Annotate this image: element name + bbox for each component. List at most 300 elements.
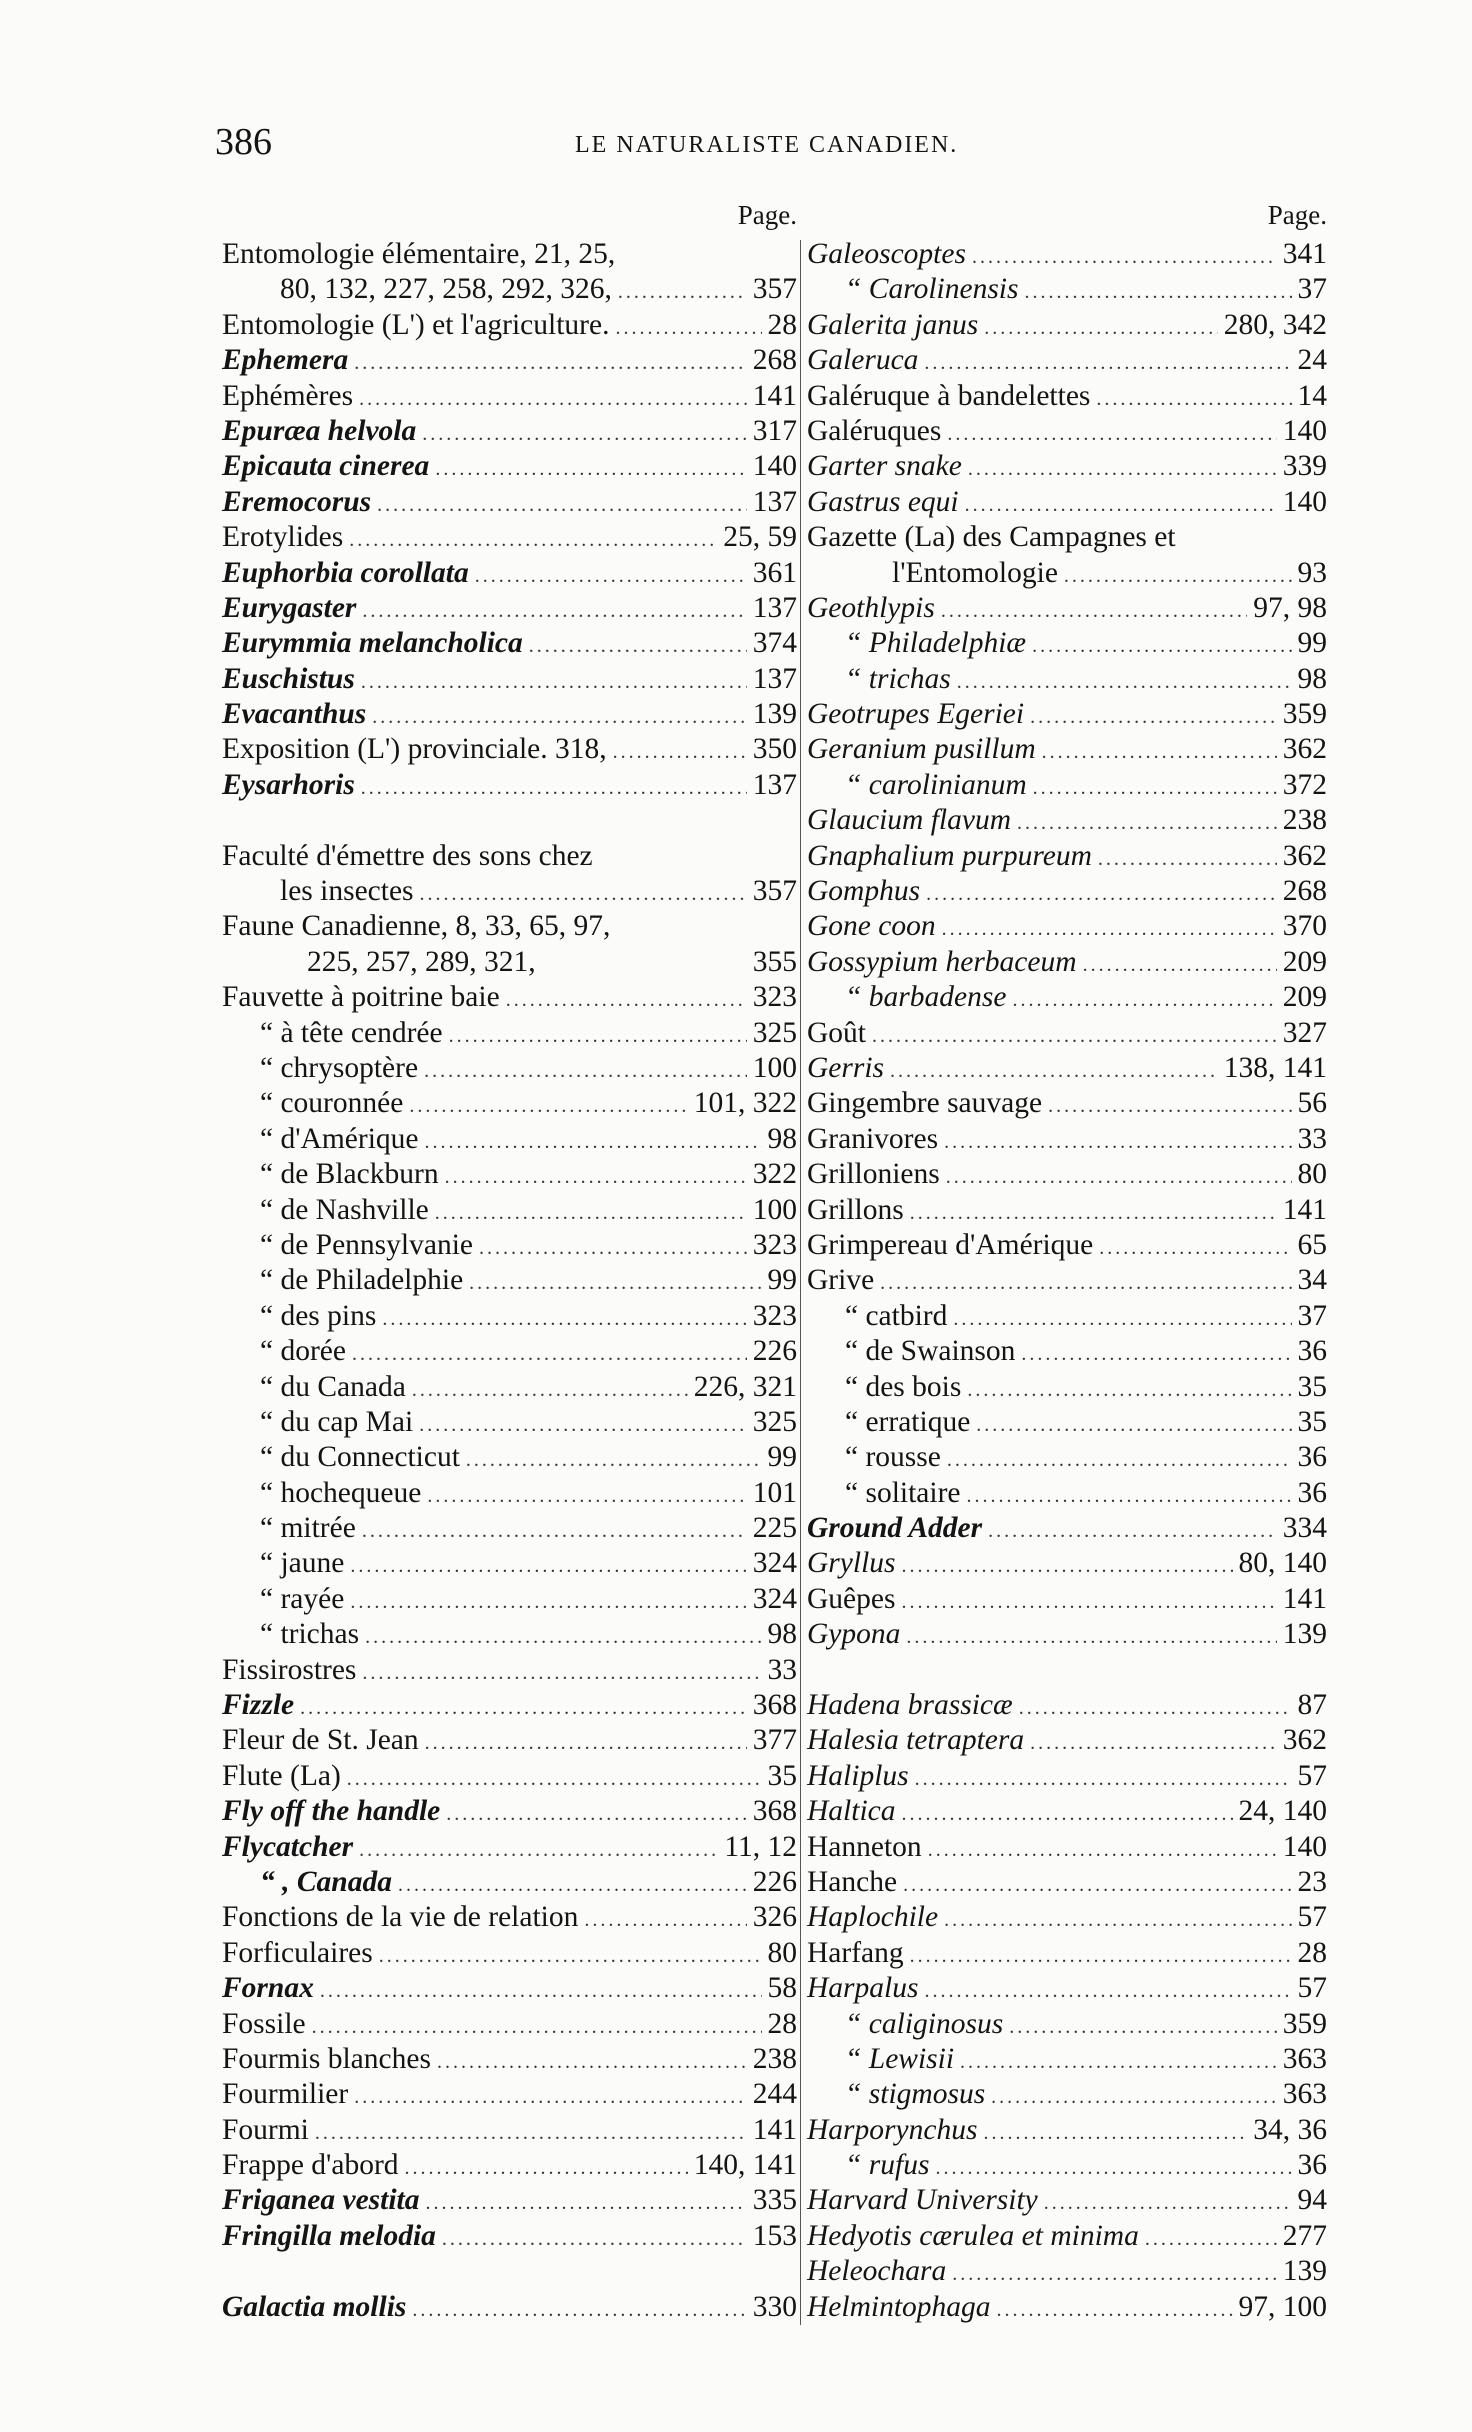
index-entry xyxy=(222,1335,797,1370)
page-reference: 23 xyxy=(1297,1865,1327,1898)
index-term: Fauvette à poitrine baie xyxy=(222,981,500,1014)
dot-leader xyxy=(362,1520,747,1543)
index-term: Gingembre sauvage xyxy=(807,1087,1043,1120)
dot-leader xyxy=(1019,1697,1292,1720)
dot-leader xyxy=(300,1697,747,1720)
index-entry xyxy=(222,1972,797,2007)
index-term: Gomphus xyxy=(807,875,921,908)
index-term: Harfang xyxy=(807,1936,904,1969)
index-entry xyxy=(807,627,1327,662)
index-term: Euschistus xyxy=(222,662,355,695)
index-entry xyxy=(222,1795,797,1830)
index-term: “ dorée xyxy=(260,1335,346,1368)
index-entry xyxy=(807,238,1327,273)
page-reference: 56 xyxy=(1297,1087,1327,1120)
dot-leader xyxy=(466,1449,762,1472)
index-term: “ solitaire xyxy=(845,1476,961,1509)
page-reference: 36 xyxy=(1297,1335,1327,1368)
dot-leader xyxy=(312,2016,762,2039)
index-entry xyxy=(807,1618,1327,1653)
dot-leader xyxy=(347,1768,762,1791)
page-reference: 137 xyxy=(752,591,797,624)
index-entry xyxy=(222,1158,797,1193)
dot-leader xyxy=(1025,281,1292,304)
dot-leader xyxy=(935,2157,1291,2180)
index-term: Fissirostres xyxy=(222,1653,357,1686)
index-term: Fourmilier xyxy=(222,2078,349,2111)
page-reference: 33 xyxy=(1297,1122,1327,1155)
dot-leader xyxy=(947,1449,1292,1472)
index-entry xyxy=(222,627,797,662)
dot-leader xyxy=(350,1555,746,1578)
index-term: Grimpereau d'Amérique xyxy=(807,1228,1094,1261)
index-term: Ground Adder xyxy=(807,1512,983,1545)
page-reference: 377 xyxy=(752,1724,797,1757)
index-entry xyxy=(807,1300,1327,1335)
dot-leader xyxy=(618,281,747,304)
index-term: Grive xyxy=(807,1264,875,1297)
index-term: “ erratique xyxy=(845,1405,971,1438)
dot-leader xyxy=(997,2299,1233,2322)
page-reference: 98 xyxy=(767,1122,797,1155)
index-term: “ Carolinensis xyxy=(845,273,1019,306)
index-entry xyxy=(222,1017,797,1052)
page-reference: 244 xyxy=(752,2078,797,2111)
index-entry xyxy=(222,910,797,945)
index-term: “ hochequeue xyxy=(260,1476,422,1509)
index-term: “ chrysoptère xyxy=(260,1051,419,1084)
dot-leader xyxy=(953,1308,1291,1331)
index-term: Fornax xyxy=(222,1972,314,2005)
page-reference: 335 xyxy=(752,2184,797,2217)
page-reference: 34 xyxy=(1297,1264,1327,1297)
index-term: Entomologie élémentaire, 21, 25, xyxy=(222,238,616,270)
index-entry xyxy=(807,1724,1327,1759)
index-entry xyxy=(807,1264,1327,1299)
dot-leader xyxy=(944,1131,1291,1154)
page-reference: 97, 98 xyxy=(1253,591,1327,624)
dot-leader xyxy=(991,2086,1277,2109)
index-entry xyxy=(807,1335,1327,1370)
page-reference: 80 xyxy=(1297,1158,1327,1191)
page-reference: 268 xyxy=(1282,875,1327,908)
index-term: “ trichas xyxy=(845,662,951,695)
index-entry xyxy=(222,2255,797,2290)
page-reference: 226 xyxy=(752,1865,797,1898)
index-entry xyxy=(807,981,1327,1016)
dot-leader xyxy=(901,1591,1276,1614)
index-entry xyxy=(807,1937,1327,1972)
index-entry xyxy=(807,2114,1327,2149)
index-entry xyxy=(807,2184,1327,2219)
page-reference: 25, 59 xyxy=(723,521,797,554)
dot-leader xyxy=(1012,989,1276,1012)
column-divider xyxy=(800,240,801,2325)
dot-leader xyxy=(435,458,746,481)
index-term: Erotylides xyxy=(222,521,344,554)
index-entry xyxy=(807,557,1327,592)
dot-leader xyxy=(362,600,746,623)
page-reference: 141 xyxy=(1282,1582,1327,1615)
page-reference: 226, 321 xyxy=(693,1370,797,1403)
index-term: Hedyotis cærulea et minima xyxy=(807,2219,1139,2252)
index-term: “ des pins xyxy=(260,1299,377,1332)
index-term: Helmintophaga xyxy=(807,2290,991,2323)
index-term: Haplochile xyxy=(807,1901,939,1934)
index-term: Eurymmia melancholica xyxy=(222,627,523,660)
dot-leader xyxy=(976,1414,1291,1437)
dot-leader xyxy=(1032,635,1291,658)
index-term: “ carolinianum xyxy=(845,768,1027,801)
page-reference: 326 xyxy=(752,1901,797,1934)
index-entry xyxy=(222,840,797,875)
page-reference: 140, 141 xyxy=(693,2149,797,2182)
page-reference: 341 xyxy=(1282,238,1327,270)
page-reference: 323 xyxy=(752,1299,797,1332)
page-reference: 139 xyxy=(752,698,797,731)
index-entry xyxy=(222,521,797,556)
dot-leader xyxy=(315,2122,747,2145)
index-entry xyxy=(807,1972,1327,2007)
index-entry xyxy=(807,2149,1327,2184)
page-reference: 37 xyxy=(1297,273,1327,306)
page-reference: 226 xyxy=(752,1335,797,1368)
dot-leader xyxy=(983,2122,1247,2145)
dot-leader xyxy=(967,1485,1292,1508)
page-reference: 324 xyxy=(752,1547,797,1580)
index-entry xyxy=(807,804,1327,839)
page-reference: 98 xyxy=(1297,662,1327,695)
page-reference: 368 xyxy=(752,1689,797,1722)
index-term: Ephemera xyxy=(222,344,349,377)
index-entry xyxy=(807,344,1327,379)
dot-leader xyxy=(944,1909,1291,1932)
index-entry xyxy=(807,2291,1327,2326)
index-entry xyxy=(222,1477,797,1512)
index-term: Fleur de St. Jean xyxy=(222,1724,419,1757)
index-term: Geranium pusillum xyxy=(807,733,1036,766)
dot-leader xyxy=(1044,2192,1292,2215)
index-entry xyxy=(807,1052,1327,1087)
dot-leader xyxy=(424,1060,747,1083)
dot-leader xyxy=(442,2228,747,2251)
dot-leader xyxy=(1145,2228,1277,2251)
page-reference: 24, 140 xyxy=(1238,1795,1327,1828)
dot-leader xyxy=(1099,1237,1291,1260)
page-reference: 370 xyxy=(1282,910,1327,943)
page-reference: 57 xyxy=(1297,1901,1327,1934)
page-reference: 209 xyxy=(1282,981,1327,1014)
index-entry xyxy=(807,1229,1327,1264)
index-entry xyxy=(222,804,797,839)
page-reference: 350 xyxy=(752,733,797,766)
page-reference: 101 xyxy=(752,1476,797,1509)
index-term: Entomologie (L') et l'agriculture. xyxy=(222,308,610,341)
index-entry xyxy=(807,1547,1327,1582)
index-entry xyxy=(807,698,1327,733)
index-term: Galéruques xyxy=(807,414,942,447)
index-entry xyxy=(222,557,797,592)
index-term: “ stigmosus xyxy=(845,2078,986,2111)
dot-leader xyxy=(420,883,747,906)
dot-leader xyxy=(361,777,747,800)
page-reference: 35 xyxy=(767,1759,797,1792)
index-term: Faune Canadienne, 8, 33, 65, 97, xyxy=(222,910,611,943)
index-entry xyxy=(807,1477,1327,1512)
index-entry xyxy=(222,875,797,910)
index-entry xyxy=(807,2220,1327,2255)
dot-leader xyxy=(906,1626,1276,1649)
page-reference: 33 xyxy=(767,1653,797,1686)
index-entry xyxy=(807,663,1327,698)
dot-leader xyxy=(902,1803,1233,1826)
index-term: “ mitrée xyxy=(260,1512,356,1545)
index-entry xyxy=(222,1654,797,1689)
page-reference: 141 xyxy=(752,379,797,412)
page-reference: 140 xyxy=(1282,1830,1327,1863)
dot-leader xyxy=(412,2299,746,2322)
page-reference: 137 xyxy=(752,662,797,695)
index-term: Fizzle xyxy=(222,1689,295,1722)
page-column-label: Page. xyxy=(737,200,797,230)
index-entry xyxy=(222,2184,797,2219)
dot-leader xyxy=(379,1945,762,1968)
dot-leader xyxy=(1033,777,1277,800)
dot-leader xyxy=(409,1095,687,1118)
page-reference: 99 xyxy=(767,1441,797,1474)
index-entry xyxy=(222,2114,797,2149)
index-entry xyxy=(222,733,797,768)
index-entry xyxy=(807,450,1327,485)
index-entry xyxy=(807,1087,1327,1122)
index-term: Grilloniens xyxy=(807,1158,940,1191)
page-reference: 28 xyxy=(767,308,797,341)
index-term: “ de Pennsylvanie xyxy=(260,1228,473,1261)
index-term: 80, 132, 227, 258, 292, 326, xyxy=(280,273,612,306)
index-term: “ du Canada xyxy=(260,1370,406,1403)
index-term: Eurygaster xyxy=(222,591,357,624)
index-entry xyxy=(222,2043,797,2078)
page-column-label: Page. xyxy=(1267,200,1327,230)
index-entry xyxy=(807,1017,1327,1052)
index-term: “ Philadelphiæ xyxy=(845,627,1027,660)
dot-leader xyxy=(968,458,1277,481)
index-term: Grillons xyxy=(807,1193,904,1226)
index-entry xyxy=(807,875,1327,910)
index-entry xyxy=(807,1406,1327,1441)
index-term: Galéruque à bandelettes xyxy=(807,379,1091,412)
index-entry xyxy=(807,1158,1327,1193)
index-term: “ rufus xyxy=(845,2149,930,2182)
dot-leader xyxy=(880,1272,1291,1295)
column-heading-right xyxy=(807,198,1327,238)
page-reference: 57 xyxy=(1297,1972,1327,2005)
index-term: “ , Canada xyxy=(260,1865,392,1898)
page-reference: 327 xyxy=(1282,1016,1327,1049)
index-term: “ de Swainson xyxy=(845,1335,1016,1368)
page-reference: 359 xyxy=(1282,698,1327,731)
index-entry xyxy=(807,521,1327,556)
page-reference: 334 xyxy=(1282,1512,1327,1545)
dot-leader xyxy=(984,317,1217,340)
index-term: “ à tête cendrée xyxy=(260,1016,443,1049)
index-term: “ caliginosus xyxy=(845,2007,1004,2040)
index-term: Gossypium herbaceum xyxy=(807,945,1077,978)
page-reference: 153 xyxy=(752,2219,797,2252)
dot-leader xyxy=(469,1272,761,1295)
dot-leader xyxy=(988,1520,1277,1543)
index-term: Gastrus equi xyxy=(807,485,959,518)
index-term: Eremocorus xyxy=(222,485,372,518)
page-reference: 238 xyxy=(1282,804,1327,837)
index-column-left xyxy=(222,198,797,2326)
dot-leader xyxy=(1030,706,1277,729)
index-term: Gypona xyxy=(807,1618,901,1651)
index-entry xyxy=(222,1724,797,1759)
index-term: Euphorbia corollata xyxy=(222,556,469,589)
page-reference: 93 xyxy=(1297,556,1327,589)
page-reference: 28 xyxy=(1297,1936,1327,1969)
index-entry xyxy=(222,1371,797,1406)
page-reference: 87 xyxy=(1297,1689,1327,1722)
dot-leader xyxy=(960,2051,1277,2074)
dot-leader xyxy=(915,1768,1292,1791)
dot-leader xyxy=(942,918,1277,941)
index-term: Galeruca xyxy=(807,344,919,377)
dot-leader xyxy=(446,1803,746,1826)
index-term: Geotrupes Egeriei xyxy=(807,698,1025,731)
index-entry xyxy=(807,1441,1327,1476)
dot-leader xyxy=(425,1131,762,1154)
page-reference: 323 xyxy=(752,981,797,1014)
dot-leader xyxy=(615,317,761,340)
index-term: “ de Nashville xyxy=(260,1193,429,1226)
index-entry xyxy=(807,1371,1327,1406)
page-reference: 268 xyxy=(752,344,797,377)
index-entry xyxy=(807,946,1327,981)
index-term: Flycatcher xyxy=(222,1830,354,1863)
index-entry xyxy=(807,1194,1327,1229)
dot-leader xyxy=(349,529,717,552)
page-reference: 372 xyxy=(1282,768,1327,801)
page-reference: 36 xyxy=(1297,1476,1327,1509)
index-entry xyxy=(222,1123,797,1158)
index-entry xyxy=(222,663,797,698)
page-reference: 140 xyxy=(1282,414,1327,447)
dot-leader xyxy=(365,1626,761,1649)
index-entry xyxy=(222,1866,797,1901)
index-term: Fourmi xyxy=(222,2113,309,2146)
dot-leader xyxy=(1048,1095,1291,1118)
index-entry xyxy=(222,238,797,273)
index-term: Epicauta cinerea xyxy=(222,450,430,483)
dot-leader xyxy=(910,1945,1292,1968)
index-entry xyxy=(222,1583,797,1618)
dot-leader xyxy=(405,2157,688,2180)
index-entry xyxy=(222,1937,797,1972)
dot-leader xyxy=(1096,388,1291,411)
index-term: “ catbird xyxy=(845,1299,948,1332)
index-entry xyxy=(222,1618,797,1653)
index-entry xyxy=(222,1264,797,1299)
index-entry xyxy=(807,1866,1327,1901)
dot-leader xyxy=(475,565,747,588)
index-term: Guêpes xyxy=(807,1582,896,1615)
dot-leader xyxy=(1030,1732,1277,1755)
page-reference: 355 xyxy=(752,945,797,978)
dot-leader xyxy=(967,1379,1291,1402)
page-reference: 357 xyxy=(752,875,797,908)
dot-leader xyxy=(1009,2016,1277,2039)
page-reference: 138, 141 xyxy=(1223,1051,1327,1084)
index-term: Forficulaires xyxy=(222,1936,373,1969)
index-term: Harpalus xyxy=(807,1972,919,2005)
index-term: “ Lewisii xyxy=(845,2042,955,2075)
dot-leader xyxy=(425,2192,746,2215)
page-reference: 139 xyxy=(1282,1618,1327,1651)
index-entry xyxy=(807,1795,1327,1830)
dot-leader xyxy=(437,2051,747,2074)
page-reference: 28 xyxy=(767,2007,797,2040)
index-term: “ barbadense xyxy=(845,981,1007,1014)
page-reference: 94 xyxy=(1297,2184,1327,2217)
dot-leader xyxy=(359,388,747,411)
index-entry xyxy=(222,450,797,485)
index-entry xyxy=(222,769,797,804)
index-entry xyxy=(807,2078,1327,2113)
dot-leader xyxy=(941,600,1247,623)
index-term: “ jaune xyxy=(260,1547,345,1580)
index-entry xyxy=(222,1229,797,1264)
index-entry xyxy=(807,910,1327,945)
page-reference: 363 xyxy=(1282,2042,1327,2075)
page-reference: 140 xyxy=(752,450,797,483)
index-entry xyxy=(222,1194,797,1229)
dot-leader xyxy=(506,989,747,1012)
index-entry xyxy=(807,1512,1327,1547)
index-entry xyxy=(222,946,797,981)
index-term: Epuræa helvola xyxy=(222,414,417,447)
index-entry xyxy=(222,2149,797,2184)
dot-leader xyxy=(362,1662,761,1685)
index-term: Hanneton xyxy=(807,1830,922,1863)
page-reference: 35 xyxy=(1297,1405,1327,1438)
index-term: Heleochara xyxy=(807,2255,947,2288)
dot-leader xyxy=(1064,565,1292,588)
running-title: LE NATURALISTE CANADIEN. xyxy=(575,132,959,158)
index-term: Gryllus xyxy=(807,1547,896,1580)
index-entry xyxy=(807,1901,1327,1936)
index-entry xyxy=(222,2008,797,2043)
page-reference: 99 xyxy=(1297,627,1327,660)
index-term: Goût xyxy=(807,1016,866,1049)
index-entry xyxy=(222,1512,797,1547)
dot-leader xyxy=(965,494,1277,517)
dot-leader xyxy=(412,1379,688,1402)
index-term: Ephémères xyxy=(222,379,354,412)
page-reference: 357 xyxy=(752,273,797,306)
dot-leader xyxy=(354,2086,747,2109)
dot-leader xyxy=(1083,954,1277,977)
index-term: “ trichas xyxy=(260,1618,360,1651)
dot-leader xyxy=(445,1166,747,1189)
index-entry xyxy=(807,769,1327,804)
index-term: l'Entomologie xyxy=(892,556,1058,589)
index-entry xyxy=(807,1689,1327,1724)
page-reference: 14 xyxy=(1297,379,1327,412)
index-entry xyxy=(222,1087,797,1122)
dot-leader xyxy=(903,1874,1291,1897)
